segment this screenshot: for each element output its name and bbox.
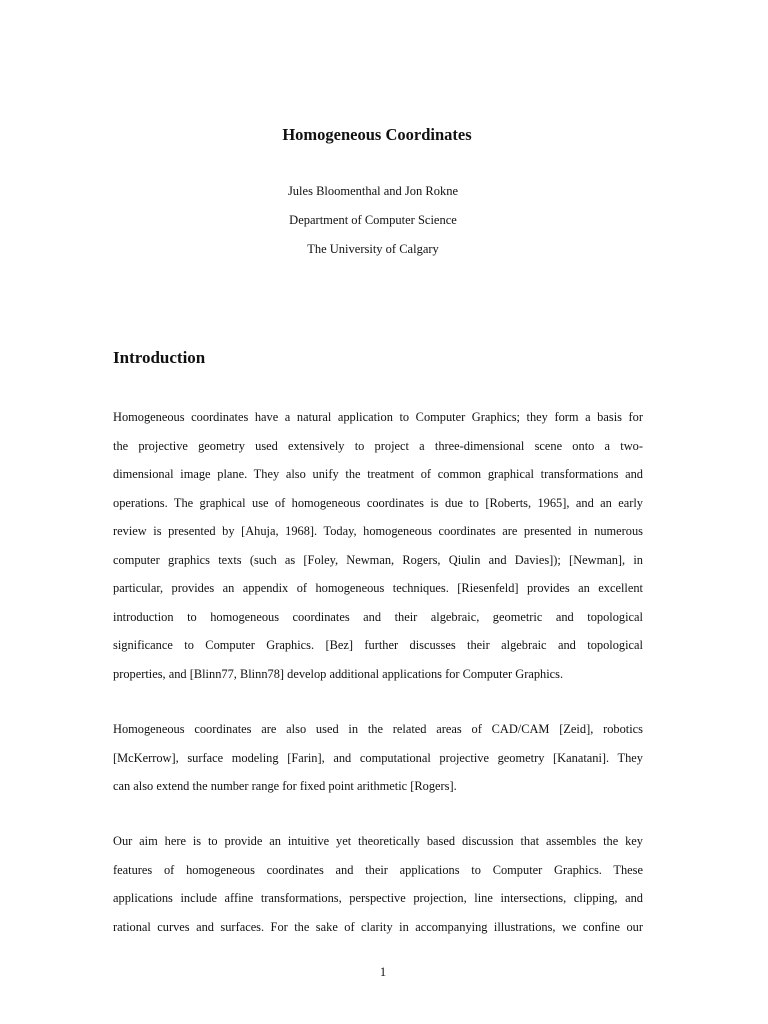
paragraph-line: Our aim here is to provide an intuitive yet theoretically based discussion that assembles the key — [113, 834, 643, 848]
author-university: The University of Calgary — [307, 242, 439, 256]
paragraph-line: the projective geometry used extensively to project a three-dimensional scene onto a two- — [113, 438, 643, 453]
author-department: Department of Computer Science — [289, 213, 457, 227]
paragraph-line: dimensional image plane. They also unify the treatment of common graphical transformations and — [113, 467, 643, 481]
paragraph-2 — [113, 715, 643, 801]
paragraph-line: operations. The graphical use of homogeneous coordinates is due to [Roberts, 1965], and an early — [113, 495, 643, 510]
paragraph-line: properties, and [Blinn77, Blinn78] develop additional applications for Computer Graphics. — [113, 666, 564, 681]
paragraph-line: Homogeneous coordinates have a natural application to Computer Graphics; they form a basis for — [113, 410, 643, 424]
section-heading-introduction: Introduction — [113, 348, 206, 367]
paragraph-line: rational curves and surfaces. For the sake of clarity in accompanying illustrations, we confine our — [113, 919, 643, 934]
paragraph-3 — [113, 827, 643, 941]
paragraph-line: Homogeneous coordinates are also used in the related areas of CAD/CAM [Zeid], robotics — [113, 722, 643, 736]
paragraph-line: can also extend the number range for fixed point arithmetic [Rogers]. — [113, 779, 457, 793]
page-number: 1 — [379, 965, 387, 979]
paragraph-line: particular, provides an appendix of homogeneous techniques. [Riesenfeld] provides an excellent — [113, 581, 643, 595]
paragraph-line: computer graphics texts (such as [Foley, Newman, Rogers, Qiulin and Davies]); [Newman], in — [113, 552, 643, 567]
paragraph-line: review is presented by [Ahuja, 1968]. Today, homogeneous coordinates are presented in numerous — [113, 524, 643, 538]
paragraph-line: applications include affine transformations, perspective projection, line intersections, clipping, and — [113, 891, 643, 905]
paper-title: Homogeneous Coordinates — [282, 125, 472, 144]
paragraph-line: [McKerrow], surface modeling [Farin], and computational projective geometry [Kanatani]. They — [113, 750, 643, 765]
paragraph-line: significance to Computer Graphics. [Bez] further discusses their algebraic and topological — [113, 638, 643, 652]
author-names: Jules Bloomenthal and Jon Rokne — [287, 184, 459, 198]
paragraph-1 — [113, 403, 643, 688]
paragraph-line: introduction to homogeneous coordinates and their algebraic, geometric and topological — [113, 609, 643, 624]
paragraph-line: features of homogeneous coordinates and their applications to Computer Graphics. These — [113, 862, 643, 877]
